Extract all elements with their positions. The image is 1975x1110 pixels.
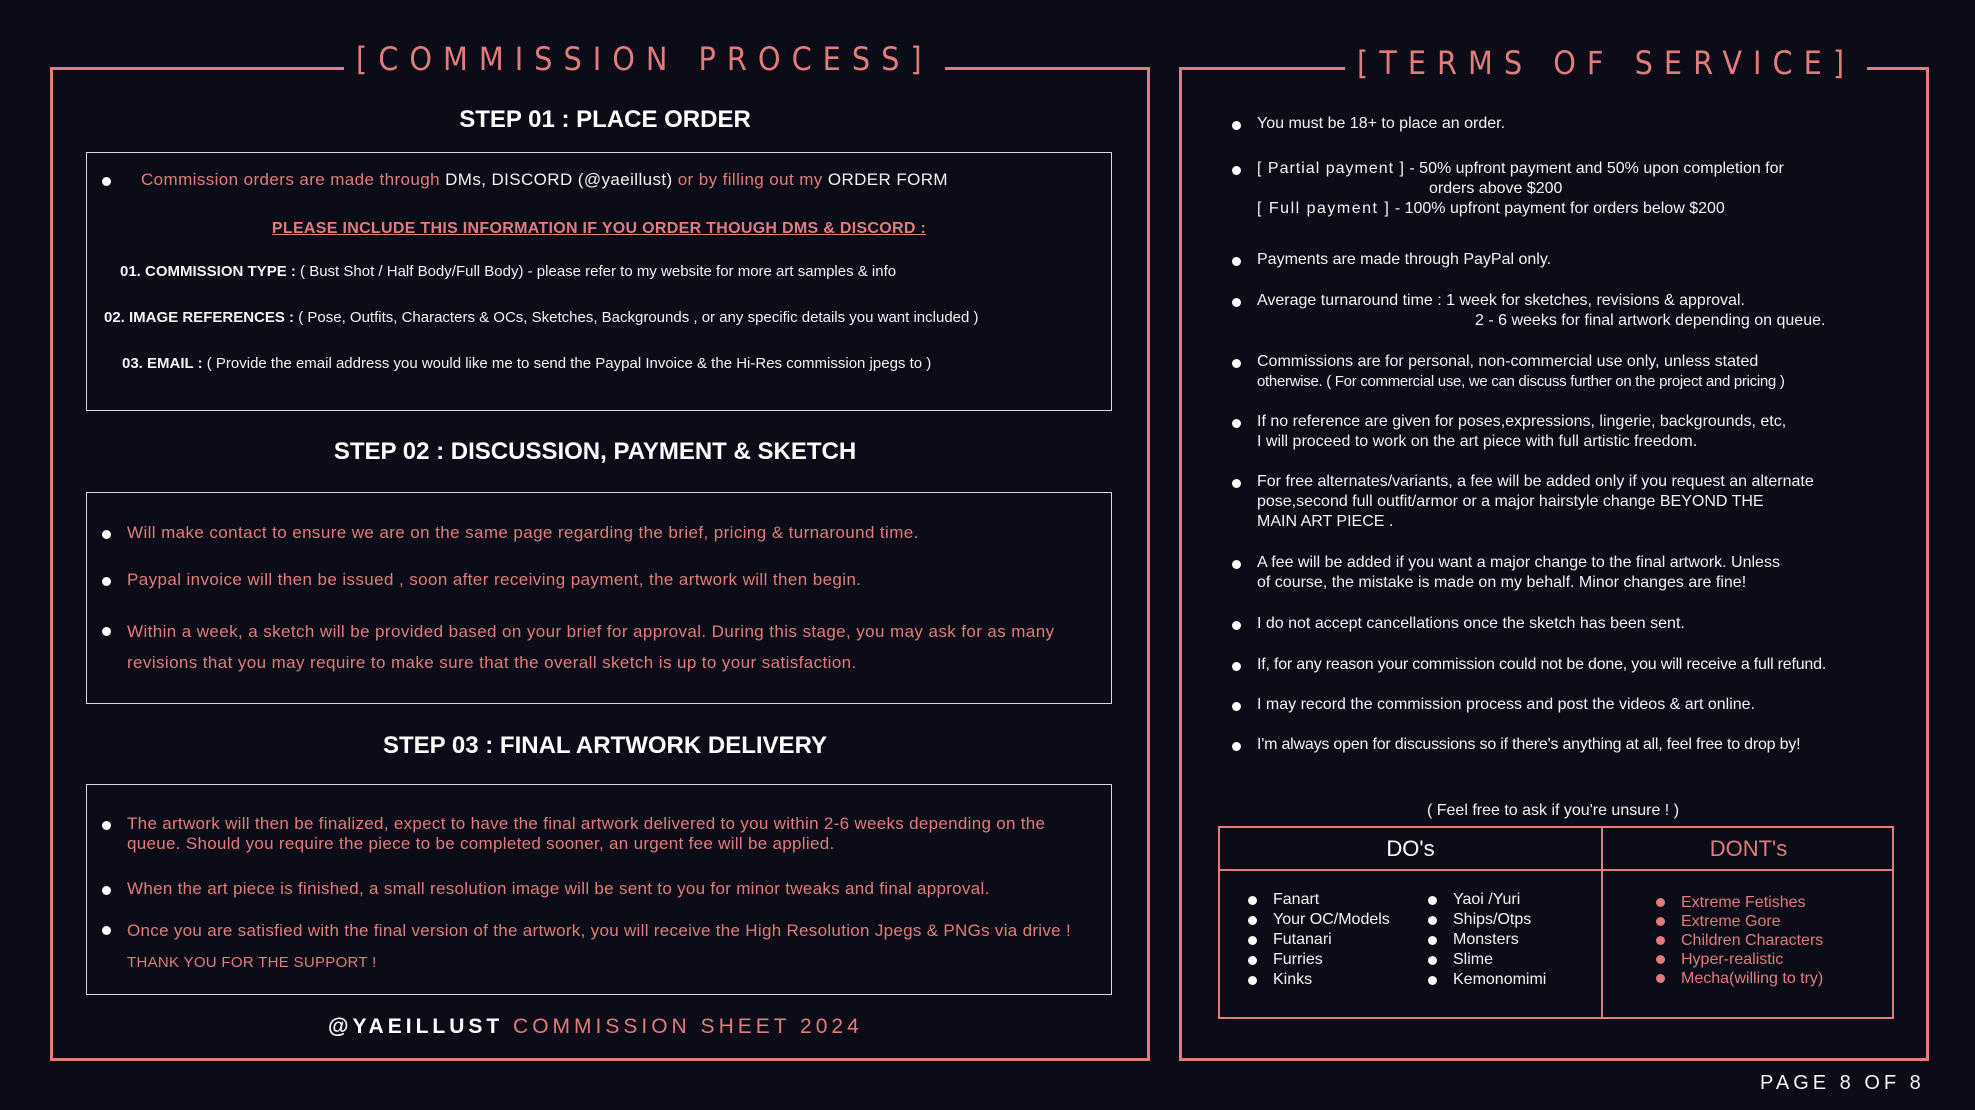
table-divider-horizontal — [1218, 869, 1894, 871]
list-item-text: Futanari — [1273, 931, 1332, 948]
step1-box — [86, 152, 1112, 411]
list-item-text: Monsters — [1453, 931, 1519, 948]
list-item — [1428, 950, 1546, 970]
donts-header: DONT's — [1709, 836, 1788, 861]
tos-rule — [1232, 553, 1912, 593]
list-item-text: Ships/Otps — [1453, 911, 1532, 928]
list-item — [1248, 910, 1390, 930]
bullet-icon — [1232, 166, 1241, 175]
bullet-icon — [1232, 742, 1241, 751]
bullet-icon — [1232, 359, 1241, 368]
list-item-text: Your OC/Models — [1273, 911, 1390, 928]
tos-rule-text: A fee will be added if you want a major change to the final artwork. Unless — [1257, 554, 1780, 571]
bullet-icon — [1428, 976, 1437, 985]
tos-rule — [1232, 352, 1912, 392]
list-item-text: Slime — [1453, 951, 1494, 968]
info-text: ( Pose, Outfits, Characters & OCs, Sketches, Backgrounds , or any specific details you want included ) — [294, 309, 979, 326]
list-item — [1428, 930, 1546, 950]
bullet-icon — [1232, 662, 1241, 671]
page-number: PAGE 8 OF 8 — [1760, 1072, 1925, 1094]
info-email — [122, 355, 931, 372]
tos-rule — [1232, 695, 1912, 715]
bullet-icon — [1656, 936, 1665, 945]
bullet-icon — [102, 530, 111, 539]
list-item-text: Mecha(willing to try) — [1681, 970, 1824, 987]
order-info-notice: PLEASE INCLUDE THIS INFORMATION IF YOU ORDER THOUGH DMS & DISCORD : — [271, 220, 927, 237]
bullet-icon — [102, 926, 111, 935]
full-payment-label: [ Full payment ] — [1257, 200, 1391, 217]
order-text-1: Commission orders are made through — [141, 170, 446, 189]
full-payment-text: - 100% upfront payment for orders below $200 — [1390, 200, 1725, 217]
terms-of-service-title: [TERMS OF SERVICE] — [1345, 44, 1867, 82]
tos-rule-text: I will proceed to work on the art piece with full artistic freedom. — [1257, 433, 1698, 450]
order-channels: DMs, DISCORD (@yaeillust) — [445, 170, 673, 189]
list-item — [1428, 890, 1546, 910]
donts-list — [1656, 893, 1823, 988]
step2-title: STEP 02 : DISCUSSION, PAYMENT & SKETCH — [333, 438, 857, 465]
bullet-icon — [1656, 974, 1665, 983]
bullet-icon — [1232, 560, 1241, 569]
step2-bullet — [102, 570, 1102, 590]
bullet-icon — [102, 177, 111, 186]
bullet-icon — [1428, 896, 1437, 905]
bullet-icon — [102, 627, 111, 636]
partial-payment-text-2: orders above $200 — [1429, 180, 1563, 197]
step3-bullet — [102, 915, 1092, 978]
tos-rule-text: otherwise. ( For commercial use, we can discuss further on the project and pricing ) — [1257, 373, 1785, 390]
list-item-text: Fanart — [1273, 891, 1320, 908]
bullet-icon — [1248, 896, 1257, 905]
partial-payment-text: - 50% upfront payment and 50% upon completion for — [1404, 160, 1784, 177]
step3-bullet — [102, 814, 1092, 854]
list-item — [1248, 930, 1390, 950]
info-commission-type — [120, 263, 896, 280]
turnaround-line-1: Average turnaround time : 1 week for sketches, revisions & approval. — [1257, 292, 1745, 309]
tos-rule-text: pose,second full outfit/armor or a major hairstyle change BEYOND THE — [1257, 493, 1764, 510]
bullet-icon — [1232, 257, 1241, 266]
list-item — [1428, 910, 1546, 930]
list-item-text: Kinks — [1273, 971, 1313, 988]
info-image-references — [104, 309, 979, 326]
list-item-text: Yaoi /Yuri — [1453, 891, 1521, 908]
tos-rule — [1232, 412, 1912, 452]
footer-handle: @YAEILLUST — [328, 1015, 504, 1038]
order-line — [102, 170, 948, 190]
list-item — [1248, 970, 1390, 990]
bullet-icon — [1248, 916, 1257, 925]
step3-bullet-text: The artwork will then be finalized, expect to have the final artwork delivered to you within 2-6 weeks depending on the queue. Should you require the piece to be completed sooner, an urgent fee will be applied. — [127, 814, 1046, 853]
bullet-icon — [1232, 298, 1241, 307]
list-item — [1656, 912, 1823, 931]
tos-rule-turnaround — [1232, 291, 1912, 331]
tos-rule-text: I may record the commission process and post the videos & art online. — [1257, 696, 1756, 713]
dos-list-2 — [1428, 890, 1546, 990]
tos-rule-text: For free alternates/variants, a fee will be added only if you request an alternate — [1257, 473, 1814, 490]
list-item-text: Children Characters — [1681, 932, 1824, 949]
bullet-icon — [1428, 916, 1437, 925]
bullet-icon — [1248, 956, 1257, 965]
bullet-icon — [1232, 419, 1241, 428]
order-form-link[interactable]: ORDER FORM — [827, 170, 948, 189]
bullet-icon — [1656, 955, 1665, 964]
list-item-text: Furries — [1273, 951, 1323, 968]
step2-bullet — [102, 616, 1104, 678]
bullet-icon — [102, 886, 111, 895]
info-label: 01. COMMISSION TYPE : — [120, 263, 296, 280]
dos-header: DO's — [1386, 836, 1435, 861]
list-item — [1248, 890, 1390, 910]
bullet-icon — [102, 821, 111, 830]
list-item — [1656, 969, 1823, 988]
info-text: ( Bust Shot / Half Body/Full Body) - please refer to my website for more art samples & info — [295, 263, 897, 280]
bullet-icon — [1656, 917, 1665, 926]
step2-bullet-text: Paypal invoice will then be issued , soon after receiving payment, the artwork will then begin. — [127, 570, 862, 589]
step2-bullet-text: Will make contact to ensure we are on the same page regarding the brief, pricing & turnaround time. — [127, 523, 919, 542]
list-item-text: Extreme Fetishes — [1681, 894, 1806, 911]
bullet-icon — [1232, 702, 1241, 711]
list-item — [1656, 950, 1823, 969]
tos-rule-text: If no reference are given for poses,expressions, lingerie, backgrounds, etc, — [1257, 413, 1787, 430]
tos-rule-payment — [1232, 159, 1912, 219]
tos-rule-text: I'm always open for discussions so if there's anything at all, feel free to drop by! — [1257, 736, 1801, 753]
bullet-icon — [1232, 621, 1241, 630]
bullet-icon — [1232, 479, 1241, 488]
dos-list-1 — [1248, 890, 1390, 990]
step2-bullet — [102, 523, 1102, 543]
bullet-icon — [1248, 936, 1257, 945]
tos-rule-text: I do not accept cancellations once the sketch has been sent. — [1257, 615, 1685, 632]
bullet-icon — [1428, 956, 1437, 965]
tos-rule-text: You must be 18+ to place an order. — [1257, 115, 1506, 132]
thank-you-text: THANK YOU FOR THE SUPPORT ! — [127, 954, 377, 971]
step3-bullet-text: When the art piece is finished, a small resolution image will be sent to you for minor tweaks and final approval. — [127, 879, 990, 898]
unsure-note: ( Feel free to ask if you're unsure ! ) — [1426, 802, 1680, 819]
bullet-icon — [1232, 121, 1241, 130]
bullet-icon — [1428, 936, 1437, 945]
sheet-footer — [328, 1015, 863, 1039]
step1-title: STEP 01 : PLACE ORDER — [459, 106, 751, 133]
partial-payment-label: [ Partial payment ] — [1257, 160, 1405, 177]
tos-rule — [1232, 472, 1912, 532]
tos-rule — [1232, 735, 1912, 755]
turnaround-line-2: 2 - 6 weeks for final artwork depending on queue. — [1475, 312, 1826, 329]
tos-rule-text: MAIN ART PIECE . — [1257, 513, 1394, 530]
step3-bullet — [102, 879, 1102, 899]
tos-rule — [1232, 655, 1912, 675]
commission-process-title: [COMMISSION PROCESS] — [344, 40, 945, 78]
order-text-2: or by filling out my — [672, 170, 828, 189]
tos-rule — [1232, 250, 1912, 270]
footer-sheet-label: COMMISSION SHEET 2024 — [503, 1015, 863, 1038]
bullet-icon — [1248, 976, 1257, 985]
bullet-icon — [1656, 898, 1665, 907]
bullet-icon — [102, 577, 111, 586]
list-item-text: Extreme Gore — [1681, 913, 1781, 930]
tos-rule-text: Payments are made through PayPal only. — [1257, 251, 1552, 268]
tos-rule-text: of course, the mistake is made on my behalf. Minor changes are fine! — [1257, 574, 1747, 591]
tos-rule — [1232, 614, 1912, 634]
info-label: 02. IMAGE REFERENCES : — [104, 309, 295, 326]
info-label: 03. EMAIL : — [122, 355, 203, 372]
list-item-text: Kemonomimi — [1453, 971, 1547, 988]
list-item — [1248, 950, 1390, 970]
tos-rule-text: Commissions are for personal, non-commercial use only, unless stated — [1257, 353, 1759, 370]
info-text: ( Provide the email address you would like me to send the Paypal Invoice & the Hi-Res commission jpegs to ) — [202, 355, 932, 372]
tos-rule — [1232, 114, 1912, 134]
step3-title: STEP 03 : FINAL ARTWORK DELIVERY — [382, 732, 828, 759]
step3-bullet-text: Once you are satisfied with the final version of the artwork, you will receive the High Resolution Jpegs & PNGs via drive ! — [127, 921, 1071, 940]
list-item — [1656, 931, 1823, 950]
list-item — [1428, 970, 1546, 990]
list-item-text: Hyper-realistic — [1681, 951, 1784, 968]
tos-rule-text: If, for any reason your commission could not be done, you will receive a full refund. — [1257, 656, 1827, 673]
list-item — [1656, 893, 1823, 912]
step2-bullet-text: Within a week, a sketch will be provided based on your brief for approval. During this stage, you may ask for as many revisions that you may require to make sure that the overall sketch is up to your satisfaction. — [127, 622, 1055, 672]
